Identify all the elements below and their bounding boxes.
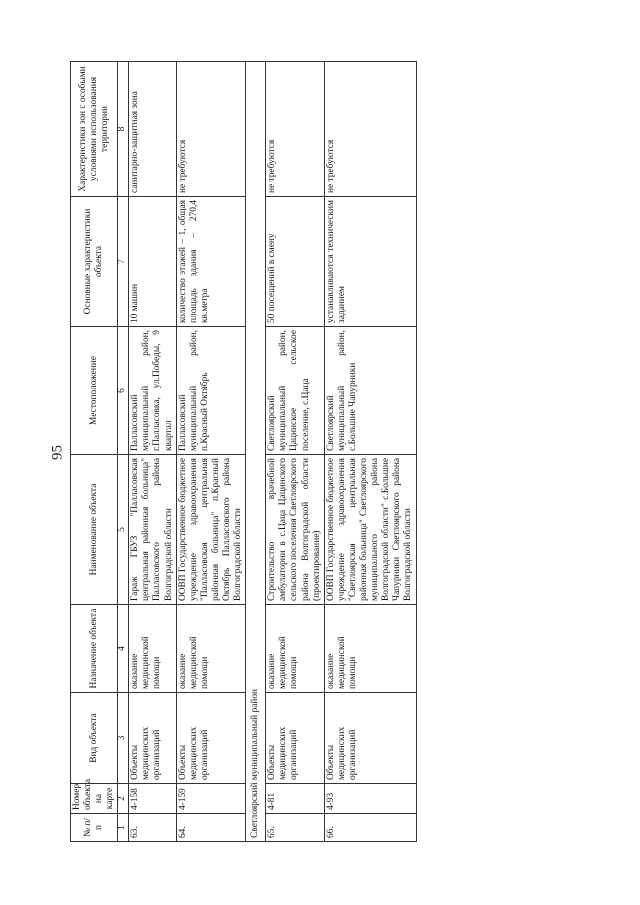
object-type: Объекты медицинских организаций <box>129 693 176 784</box>
column-number: 2 <box>118 784 129 814</box>
object-characteristics: количество этажей – 1, общая площадь здания – 270,4 кв.метра <box>176 197 246 327</box>
table-row <box>324 62 416 842</box>
object-name: Гараж ГБУЗ "Палласовская центральная районная больница" Палласовского района Волгоградской области <box>129 455 176 605</box>
map-number: 4-93 <box>324 784 416 814</box>
object-purpose: оказание медицинской помощи <box>176 605 246 693</box>
object-purpose: оказание медицинской помощи <box>324 605 416 693</box>
section-row <box>246 62 266 842</box>
page-number: 95 <box>49 445 66 460</box>
column-number-row <box>118 62 129 842</box>
column-number: 8 <box>118 62 129 197</box>
objects-table <box>70 61 417 842</box>
header-cell: Вид объекта <box>71 693 118 784</box>
object-zones: не требуются <box>324 62 416 197</box>
object-name: ООВП Государственное бюджетное учреждение здравоохранения "Палласовская центральная районная больница" п.Красный Октябрь Палласовского района Волгоградской области <box>176 455 246 605</box>
rotated-table-container <box>70 62 570 842</box>
table-row <box>129 62 176 842</box>
column-number: 4 <box>118 605 129 693</box>
header-cell: Основные характеристики объекта <box>71 197 118 327</box>
object-purpose: оказание медицинской помощи <box>266 605 324 693</box>
row-number: 64. <box>176 814 246 842</box>
object-zones: не требуются <box>176 62 246 197</box>
object-location: Палласовский муниципальный район, г.Палласовка, ул.Победы, 9 квартал <box>129 327 176 455</box>
map-number: 4-158 <box>129 784 176 814</box>
object-characteristics: устанавливаются техническим заданием <box>324 197 416 327</box>
row-number: 66. <box>324 814 416 842</box>
object-location: Палласовский муниципальный район, п.Красный Октябрь <box>176 327 246 455</box>
column-number: 1 <box>118 814 129 842</box>
header-row <box>71 62 118 842</box>
object-type: Объекты медицинских организаций <box>266 693 324 784</box>
header-cell: Наименование объекта <box>71 455 118 605</box>
object-zones: санитарно-защитная зона <box>129 62 176 197</box>
object-type: Объекты медицинских организаций <box>176 693 246 784</box>
row-number: 65. <box>266 814 324 842</box>
header-cell: Характеристики зон с особыми условиями использования территории <box>71 62 118 197</box>
column-number: 5 <box>118 455 129 605</box>
table-row <box>266 62 324 842</box>
table-row <box>176 62 246 842</box>
object-zones: не требуются <box>266 62 324 197</box>
object-location: Светлоярский муниципальный район, с.Большие Чапурники <box>324 327 416 455</box>
column-number: 3 <box>118 693 129 784</box>
object-purpose: оказание медицинской помощи <box>129 605 176 693</box>
object-name: ООВП Государственное бюджетное учреждение здравоохранения "Светлоярская центральная районная больница" Светлоярского муниципального района Волгоградской области" с.Большие Чапурники Светлоярского района Волгоградской области <box>324 455 416 605</box>
column-number: 6 <box>118 327 129 455</box>
map-number: 4-81 <box>266 784 324 814</box>
header-cell: Номер объекта на карте <box>71 784 118 814</box>
header-cell: № п/п <box>71 814 118 842</box>
object-characteristics: 10 машин <box>129 197 176 327</box>
object-location: Светлоярский муниципальный район, Цацинское сельское поселение, с.Цаца <box>266 327 324 455</box>
object-characteristics: 50 посещений в смену <box>266 197 324 327</box>
object-type: Объекты медицинских организаций <box>324 693 416 784</box>
column-number: 7 <box>118 197 129 327</box>
row-number: 63. <box>129 814 176 842</box>
map-number: 4-159 <box>176 784 246 814</box>
object-name: Строительство врачебной амбулатории в с.Цаца Цацинского сельского поселения Светлоярского района Волгоградской области (проектирование) <box>266 455 324 605</box>
section-title: Светлоярский муниципальный район <box>246 62 266 842</box>
header-cell: Назначение объекта <box>71 605 118 693</box>
header-cell: Местоположение <box>71 327 118 455</box>
